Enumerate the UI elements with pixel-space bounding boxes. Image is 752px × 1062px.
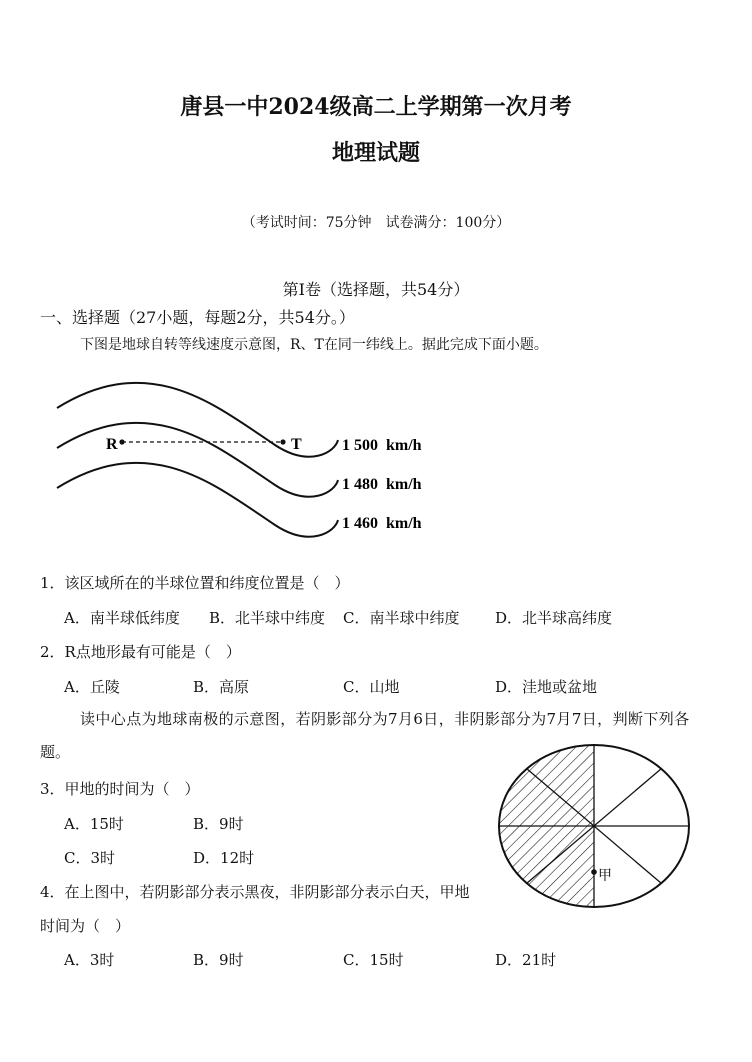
question-1-stem: 1．该区域所在的半球位置和纬度位置是（ ） bbox=[40, 574, 350, 592]
question-2-option-c[interactable]: C．山地 bbox=[343, 678, 400, 696]
question-3-option-a[interactable]: A．15时 bbox=[64, 815, 124, 833]
isoline-label-1500: 1 500 km/h bbox=[342, 437, 422, 454]
part-title: 第I卷（选择题，共54分） bbox=[282, 280, 470, 299]
exam-title: 唐县一中2024级高二上学期第一次月考 bbox=[180, 94, 572, 120]
question-3-option-c[interactable]: C．3时 bbox=[64, 849, 116, 867]
question-4-option-d[interactable]: D．21时 bbox=[495, 951, 557, 969]
group2-intro-line1: 读中心点为地球南极的示意图，若阴影部分为7月6日，非阴影部分为7月7日，判断下列各 bbox=[80, 710, 690, 728]
question-4-option-a[interactable]: A．3时 bbox=[64, 951, 115, 969]
question-4-stem-line1: 4．在上图中，若阴影部分表示黑夜，非阴影部分表示白天，甲地 bbox=[40, 883, 470, 901]
section-title: 一、选择题（27小题，每题2分，共54分。） bbox=[40, 308, 355, 327]
question-4-stem-line2: 时间为（ ） bbox=[40, 917, 131, 935]
question-1-option-a[interactable]: A．南半球低纬度 bbox=[64, 609, 180, 627]
isoline-label-1480: 1 480 km/h bbox=[342, 476, 422, 493]
point-t-label: T bbox=[291, 436, 302, 453]
point-t-marker bbox=[280, 439, 285, 444]
question-3-option-b[interactable]: B．9时 bbox=[193, 815, 244, 833]
question-4-option-b[interactable]: B．9时 bbox=[193, 951, 244, 969]
question-2-option-a[interactable]: A．丘陵 bbox=[64, 678, 120, 696]
isoline-label-1460: 1 460 km/h bbox=[342, 515, 422, 532]
question-3-option-d[interactable]: D．12时 bbox=[193, 849, 255, 867]
question-2-option-b[interactable]: B．高原 bbox=[193, 678, 250, 696]
question-1-option-d[interactable]: D．北半球高纬度 bbox=[495, 609, 613, 627]
question-3-stem: 3．甲地的时间为（ ） bbox=[40, 780, 200, 798]
question-1-option-c[interactable]: C．南半球中纬度 bbox=[343, 609, 460, 627]
question-4-option-c[interactable]: C．15时 bbox=[343, 951, 404, 969]
velocity-isoline-figure bbox=[40, 370, 460, 545]
question-2-option-d[interactable]: D．洼地或盆地 bbox=[495, 678, 598, 696]
group1-intro: 下图是地球自转等线速度示意图，R、T在同一纬线上。据此完成下面小题。 bbox=[80, 337, 548, 353]
subject-title: 地理试题 bbox=[331, 140, 420, 166]
question-2-stem: 2．R点地形最有可能是（ ） bbox=[40, 643, 241, 661]
isoline-1480 bbox=[57, 423, 338, 497]
question-1-option-b[interactable]: B．北半球中纬度 bbox=[209, 609, 326, 627]
point-r-marker bbox=[119, 439, 124, 444]
exam-info: （考试时间：75分钟 试卷满分：100分） bbox=[241, 215, 511, 231]
isoline-1460 bbox=[57, 463, 338, 537]
point-jia-marker bbox=[591, 869, 597, 875]
point-jia-label: 甲 bbox=[598, 868, 612, 884]
point-r-label: R bbox=[106, 436, 118, 453]
group2-intro-line2: 题。 bbox=[40, 743, 71, 761]
south-pole-figure bbox=[490, 742, 700, 912]
meridian-lines bbox=[499, 745, 689, 907]
